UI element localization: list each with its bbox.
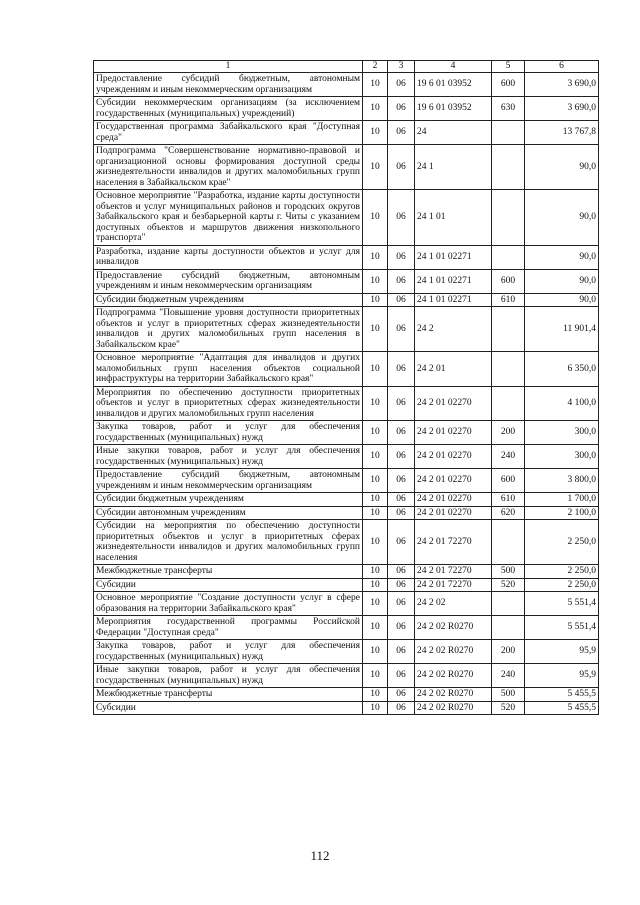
table-row — [94, 245, 599, 269]
table-row — [94, 493, 599, 507]
amount-cell: 2 250,0 — [525, 520, 599, 565]
subsection-cell: 06 — [388, 445, 415, 469]
subsection-cell: 06 — [388, 121, 415, 145]
table-row — [94, 73, 599, 97]
section-cell: 10 — [363, 269, 388, 293]
section-cell: 10 — [363, 352, 388, 387]
amount-cell: 95,9 — [525, 664, 599, 688]
table-body — [94, 73, 599, 715]
column-header-4: 4 — [415, 61, 492, 73]
section-cell: 10 — [363, 121, 388, 145]
row-name-cell: Подпрограмма "Повышение уровня доступности приоритетных объектов и услуг в приоритетных сферах жизнедеятельности инвалидов и других маломобильных групп населения в Забайкальском крае" — [94, 307, 363, 352]
section-cell: 10 — [363, 293, 388, 307]
row-name-cell: Мероприятия по обеспечению доступности приоритетных объектов и услуг в приоритетных сферах жизнедеятельности инвалидов и других маломобильных групп населения — [94, 386, 363, 421]
amount-cell: 5 551,4 — [525, 592, 599, 616]
target-article-cell: 24 2 02 R0270 — [415, 664, 492, 688]
expense-type-cell — [492, 145, 525, 190]
column-header-2: 2 — [363, 61, 388, 73]
section-cell: 10 — [363, 145, 388, 190]
subsection-cell: 06 — [388, 190, 415, 246]
expense-type-cell: 520 — [492, 701, 525, 715]
expense-type-cell: 520 — [492, 578, 525, 592]
target-article-cell: 24 2 02 R0270 — [415, 701, 492, 715]
row-name-cell: Предоставление субсидий бюджетным, автономным учреждениям и иным некоммерческим организациям — [94, 73, 363, 97]
subsection-cell: 06 — [388, 616, 415, 640]
subsection-cell: 06 — [388, 565, 415, 579]
subsection-cell: 06 — [388, 578, 415, 592]
amount-cell: 2 100,0 — [525, 506, 599, 520]
subsection-cell: 06 — [388, 701, 415, 715]
header-row — [94, 61, 599, 73]
section-cell: 10 — [363, 445, 388, 469]
row-name-cell: Предоставление субсидий бюджетным, автономным учреждениям и иным некоммерческим организациям — [94, 269, 363, 293]
row-name-cell: Закупка товаров, работ и услуг для обеспечения государственных (муниципальных) нужд — [94, 421, 363, 445]
target-article-cell: 24 2 01 — [415, 352, 492, 387]
section-cell: 10 — [363, 688, 388, 702]
expense-type-cell: 500 — [492, 688, 525, 702]
target-article-cell: 24 2 01 02270 — [415, 493, 492, 507]
target-article-cell: 24 2 02 R0270 — [415, 688, 492, 702]
subsection-cell: 06 — [388, 421, 415, 445]
expense-type-cell: 600 — [492, 469, 525, 493]
row-name-cell: Иные закупки товаров, работ и услуг для обеспечения государственных (муниципальных) нужд — [94, 664, 363, 688]
section-cell: 10 — [363, 592, 388, 616]
row-name-cell: Разработка, издание карты доступности объектов и услуг для инвалидов — [94, 245, 363, 269]
amount-cell: 90,0 — [525, 245, 599, 269]
target-article-cell: 24 2 01 72270 — [415, 565, 492, 579]
table-row — [94, 97, 599, 121]
amount-cell: 5 455,5 — [525, 688, 599, 702]
column-header-3: 3 — [388, 61, 415, 73]
table-row — [94, 506, 599, 520]
section-cell: 10 — [363, 565, 388, 579]
row-name-cell: Межбюджетные трансферты — [94, 565, 363, 579]
row-name-cell: Основное мероприятие "Создание доступности услуг в сфере образования на территории Забайкальского края" — [94, 592, 363, 616]
amount-cell: 3 690,0 — [525, 73, 599, 97]
row-name-cell: Государственная программа Забайкальского края "Доступная среда" — [94, 121, 363, 145]
table-row — [94, 269, 599, 293]
budget-table — [93, 60, 599, 715]
section-cell: 10 — [363, 616, 388, 640]
subsection-cell: 06 — [388, 73, 415, 97]
subsection-cell: 06 — [388, 592, 415, 616]
subsection-cell: 06 — [388, 469, 415, 493]
table-row — [94, 469, 599, 493]
target-article-cell: 24 — [415, 121, 492, 145]
amount-cell: 2 250,0 — [525, 578, 599, 592]
section-cell: 10 — [363, 640, 388, 664]
amount-cell: 90,0 — [525, 293, 599, 307]
section-cell: 10 — [363, 245, 388, 269]
row-name-cell: Субсидии автономным учреждениям — [94, 506, 363, 520]
table-row — [94, 145, 599, 190]
expense-type-cell: 600 — [492, 73, 525, 97]
expense-type-cell: 240 — [492, 664, 525, 688]
amount-cell: 300,0 — [525, 445, 599, 469]
subsection-cell: 06 — [388, 307, 415, 352]
table-row — [94, 664, 599, 688]
subsection-cell: 06 — [388, 352, 415, 387]
column-header-1: 1 — [94, 61, 363, 73]
amount-cell: 90,0 — [525, 145, 599, 190]
subsection-cell: 06 — [388, 506, 415, 520]
target-article-cell: 19 6 01 03952 — [415, 73, 492, 97]
amount-cell: 13 767,8 — [525, 121, 599, 145]
row-name-cell: Основное мероприятие "Разработка, издание карты доступности объектов и услуг муниципальных районов и городских округов Забайкальского края и безбарьерной карты г. Читы с указанием доступных объектов и маршрутов движения низкопольного транспорта" — [94, 190, 363, 246]
target-article-cell: 24 2 02 — [415, 592, 492, 616]
target-article-cell: 24 2 01 02270 — [415, 421, 492, 445]
row-name-cell: Закупка товаров, работ и услуг для обеспечения государственных (муниципальных) нужд — [94, 640, 363, 664]
amount-cell: 90,0 — [525, 269, 599, 293]
section-cell: 10 — [363, 578, 388, 592]
column-header-6: 6 — [525, 61, 599, 73]
table-row — [94, 307, 599, 352]
table-row — [94, 640, 599, 664]
target-article-cell: 24 2 01 72270 — [415, 520, 492, 565]
target-article-cell: 19 6 01 03952 — [415, 97, 492, 121]
subsection-cell: 06 — [388, 520, 415, 565]
amount-cell: 5 455,5 — [525, 701, 599, 715]
subsection-cell: 06 — [388, 145, 415, 190]
expense-type-cell — [492, 307, 525, 352]
section-cell: 10 — [363, 73, 388, 97]
row-name-cell: Субсидии бюджетным учреждениям — [94, 493, 363, 507]
subsection-cell: 06 — [388, 269, 415, 293]
subsection-cell: 06 — [388, 493, 415, 507]
amount-cell: 3 800,0 — [525, 469, 599, 493]
row-name-cell: Субсидии — [94, 578, 363, 592]
target-article-cell: 24 2 01 02270 — [415, 469, 492, 493]
table-row — [94, 578, 599, 592]
table-row — [94, 421, 599, 445]
target-article-cell: 24 1 01 — [415, 190, 492, 246]
row-name-cell: Межбюджетные трансферты — [94, 688, 363, 702]
expense-type-cell — [492, 352, 525, 387]
target-article-cell: 24 2 02 R0270 — [415, 640, 492, 664]
row-name-cell: Субсидии бюджетным учреждениям — [94, 293, 363, 307]
table-row — [94, 386, 599, 421]
target-article-cell: 24 2 01 72270 — [415, 578, 492, 592]
section-cell: 10 — [363, 506, 388, 520]
table-row — [94, 445, 599, 469]
section-cell: 10 — [363, 190, 388, 246]
amount-cell: 5 551,4 — [525, 616, 599, 640]
expense-type-cell: 200 — [492, 640, 525, 664]
row-name-cell: Подпрограмма "Совершенствование нормативно-правовой и организационной основы формирования доступной среды жизнедеятельности инвалидов и других маломобильных групп населения в Забайкальском крае" — [94, 145, 363, 190]
target-article-cell: 24 2 02 R0270 — [415, 616, 492, 640]
table-row — [94, 190, 599, 246]
subsection-cell: 06 — [388, 386, 415, 421]
row-name-cell: Субсидии — [94, 701, 363, 715]
expense-type-cell: 240 — [492, 445, 525, 469]
section-cell: 10 — [363, 386, 388, 421]
page-number: 112 — [310, 848, 330, 863]
row-name-cell: Основное мероприятие "Адаптация для инвалидов и других маломобильных групп населения объектов социальной инфраструктуры на территории Забайкальского края" — [94, 352, 363, 387]
expense-type-cell — [492, 245, 525, 269]
section-cell: 10 — [363, 421, 388, 445]
section-cell: 10 — [363, 520, 388, 565]
table-row — [94, 701, 599, 715]
expense-type-cell — [492, 592, 525, 616]
section-cell: 10 — [363, 307, 388, 352]
section-cell: 10 — [363, 469, 388, 493]
section-cell: 10 — [363, 664, 388, 688]
table-row — [94, 616, 599, 640]
row-name-cell: Иные закупки товаров, работ и услуг для обеспечения государственных (муниципальных) нужд — [94, 445, 363, 469]
expense-type-cell: 600 — [492, 269, 525, 293]
table-row — [94, 352, 599, 387]
target-article-cell: 24 1 01 02271 — [415, 269, 492, 293]
subsection-cell: 06 — [388, 245, 415, 269]
expense-type-cell — [492, 520, 525, 565]
table-row — [94, 121, 599, 145]
subsection-cell: 06 — [388, 688, 415, 702]
section-cell: 10 — [363, 493, 388, 507]
expense-type-cell: 610 — [492, 293, 525, 307]
subsection-cell: 06 — [388, 664, 415, 688]
target-article-cell: 24 2 — [415, 307, 492, 352]
subsection-cell: 06 — [388, 293, 415, 307]
target-article-cell: 24 2 01 02270 — [415, 445, 492, 469]
target-article-cell: 24 1 — [415, 145, 492, 190]
amount-cell: 3 690,0 — [525, 97, 599, 121]
row-name-cell: Мероприятия государственной программы Российской Федерации "Доступная среда" — [94, 616, 363, 640]
target-article-cell: 24 2 01 02270 — [415, 386, 492, 421]
subsection-cell: 06 — [388, 640, 415, 664]
amount-cell: 4 100,0 — [525, 386, 599, 421]
amount-cell: 95,9 — [525, 640, 599, 664]
table-row — [94, 688, 599, 702]
amount-cell: 11 901,4 — [525, 307, 599, 352]
section-cell: 10 — [363, 701, 388, 715]
table-row — [94, 293, 599, 307]
target-article-cell: 24 1 01 02271 — [415, 245, 492, 269]
table-row — [94, 565, 599, 579]
expense-type-cell: 610 — [492, 493, 525, 507]
row-name-cell: Предоставление субсидий бюджетным, автономным учреждениям и иным некоммерческим организациям — [94, 469, 363, 493]
column-header-5: 5 — [492, 61, 525, 73]
expense-type-cell: 200 — [492, 421, 525, 445]
amount-cell: 1 700,0 — [525, 493, 599, 507]
amount-cell: 90,0 — [525, 190, 599, 246]
expense-type-cell: 620 — [492, 506, 525, 520]
amount-cell: 300,0 — [525, 421, 599, 445]
section-cell: 10 — [363, 97, 388, 121]
row-name-cell: Субсидии на мероприятия по обеспечению доступности приоритетных объектов и услуг в приоритетных сферах жизнедеятельности инвалидов и других маломобильных групп населения — [94, 520, 363, 565]
expense-type-cell: 500 — [492, 565, 525, 579]
subsection-cell: 06 — [388, 97, 415, 121]
table-row — [94, 592, 599, 616]
target-article-cell: 24 1 01 02271 — [415, 293, 492, 307]
row-name-cell: Субсидии некоммерческим организациям (за исключением государственных (муниципальных) учреждений) — [94, 97, 363, 121]
amount-cell: 2 250,0 — [525, 565, 599, 579]
target-article-cell: 24 2 01 02270 — [415, 506, 492, 520]
amount-cell: 6 350,0 — [525, 352, 599, 387]
expense-type-cell — [492, 386, 525, 421]
expense-type-cell — [492, 121, 525, 145]
expense-type-cell — [492, 616, 525, 640]
expense-type-cell: 630 — [492, 97, 525, 121]
table-row — [94, 520, 599, 565]
expense-type-cell — [492, 190, 525, 246]
